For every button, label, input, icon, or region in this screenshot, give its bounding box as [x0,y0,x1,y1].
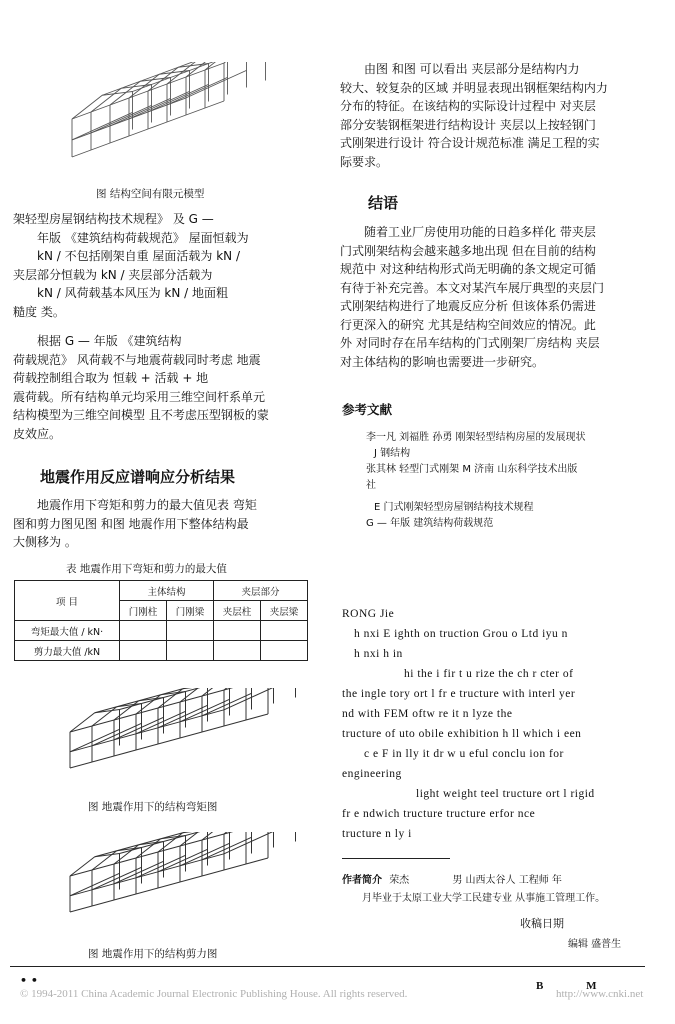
frame-member [164,836,186,842]
frame-member [180,732,202,738]
editor-note: 编辑 盛普生 [568,939,622,950]
paragraph-conclusion [340,223,645,371]
abstract-line: c e F in lly it dr w u eful conclu ion for [364,748,564,760]
received-date: 收稿日期 [520,917,564,930]
english-abstract [342,604,648,844]
frame-member [70,906,92,912]
page-number: • • [20,974,38,987]
frame-member [164,692,186,698]
text-line: 部分安装钢框架进行结构设计 夹层以上按轻钢门 [340,117,596,132]
frame-member [202,726,224,732]
author-name: 荣杰 [389,875,410,886]
frame-member [202,870,224,876]
copyright-notice: © 1994-2011 China Academic Journal Electronic Publishing House. All rights reserved. [20,988,408,1000]
frame-member [139,698,164,701]
abstract-line: h nxi E ighth on truction Grou o Ltd iyu n [354,628,568,640]
text-line: 结构模型为三维空间模型 且不考虑压型钢板的蒙 [13,408,269,422]
text-line: 式刚架进行设计 符合设计规范标准 满足工程的实 [340,136,600,150]
text-line: 年版 《建筑结构荷载规范》 屋面恒载为 [37,230,249,245]
table-subheader: 门刚柱 [120,601,167,621]
author-info: 男 山西太谷人 工程师 年 [452,875,562,886]
frame-member [129,129,148,136]
text-line: 皮效应。 [13,426,62,441]
reference-item: G — 年版 建筑结构荷载规范 [366,518,494,529]
text-line: 根据 G — 年版 《建筑结构 [37,334,182,348]
frame-member [158,882,180,888]
author-info-line2: 月毕业于太原工业大学工民建专业 从事施工管理工作。 [362,893,606,904]
figure-1-caption: 图 结构空间有限元模型 [96,188,205,200]
reference-item: 社 [366,480,376,491]
frame-member [158,738,180,744]
author-label: 作者简介 [342,875,382,886]
frame-member [148,84,209,112]
table-caption: 表 地震作用下弯矩和剪力的最大值 [66,563,227,575]
section-title-conclusion: 结语 [368,194,399,212]
text-line: 糙度 类。 [13,304,65,319]
section-title-seismic-results: 地震作用反应谱响应分析结果 [40,468,236,486]
frame-member [129,91,190,119]
text-line: 地震作用下弯矩和剪力的最大值见表 弯矩 [37,498,257,512]
author-note [342,872,652,908]
abstract-line: the ingle tory ort l fr e tructure with interl yer [342,688,576,700]
table-row [15,641,308,661]
footnote-divider [342,858,450,859]
text-line: 际要求。 [340,154,389,169]
frame-member [224,688,274,710]
reference-item: 张其林 轻型门式刚架 M 济南 山东科学技术出版 [366,464,578,475]
frame-member [110,136,129,143]
frame-member [92,756,114,762]
frame-member [114,894,136,900]
text-line: 随着工业厂房使用功能的日趋多样化 带夹层 [364,225,596,239]
text-line: 荷载控制组合取为 恒载 + 活载 + 地 [13,371,209,385]
text-line: 夹层部分恒载为 kN / 夹层部分活载为 [13,267,213,282]
table-cell [120,621,167,641]
frame-member [95,710,120,713]
frame-member [186,70,247,98]
text-line: 震荷载。所有结构单元均采用三维空间杆系单元 [13,389,266,404]
paragraph-seismic-results [13,496,313,552]
frame-member [120,704,142,710]
frame-member [167,115,186,122]
frame-member [224,62,254,63]
table-seismic-max [14,580,308,661]
frame-member [72,112,91,119]
frame-member [95,854,120,857]
reference-item: 李一凡 刘福胜 孙勇 刚架轻型结构房屋的发展现状 [366,432,586,443]
frame-member [224,688,246,690]
abstract-line: h nxi h in [354,648,403,660]
text-line: 架轻型房屋钢结构技术规程》 及 G — [13,212,214,226]
table-row-label: 弯矩最大值 / kN· [15,621,120,641]
cnki-url[interactable]: http://www.cnki.net [556,988,644,1000]
frame-member [224,832,274,854]
text-line: 式刚架结构进行了地震反应分析 但该体系仍需进 [340,299,596,313]
frame-member [202,693,252,716]
table-cell [214,641,261,661]
page-bottom-rule [10,966,645,967]
text-line: 对主体结构的影响也需要进一步研究。 [340,354,545,369]
frame-member [136,744,158,750]
frame-member [117,848,142,851]
frame-member [180,876,202,882]
abstract-keywords: light weight teel tructure ort l rigid [416,788,595,800]
text-line: 较大、较复杂的区域 并明显表现出钢框架结构内力 [340,80,608,95]
table-subheader: 夹层柱 [214,601,261,621]
text-line: 分布的特征。在该结构的实际设计过程中 对夹层 [340,99,596,113]
frame-member [129,91,148,98]
frame-member [246,714,268,720]
frame-member [110,98,129,105]
frame-member [110,98,171,126]
frame-member [91,143,110,150]
text-line: 行更深入的研究 尤其是结构空间效应的情况。此 [340,317,596,332]
journal-letters: B M [536,980,597,992]
figure-2-caption: 图 地震作用下的结构弯矩图 [88,801,218,813]
table-cell [167,641,214,661]
frame-member [70,762,92,768]
figure-finite-element-model [62,62,272,180]
text-line: kN / 不包括刚架自重 屋面活载为 kN / [37,249,241,263]
text-line: 有待于补充完善。本文对某汽车展厅典型的夹层门 [340,280,605,295]
reference-item: E 门式刚架轻型房屋钢结构技术规程 [374,502,534,513]
figure-moment-diagram [60,688,310,788]
paragraph-load-combination [13,332,313,443]
text-line: 由图 和图 可以看出 夹层部分是结构内力 [364,62,580,76]
frame-member [148,122,167,129]
table-row [15,621,308,641]
abstract-line: nd with FEM oftw re it n lyze the [342,708,513,720]
frame-member [186,108,205,115]
abstract-line: engineering [342,768,402,780]
reference-item: J 钢结构 [374,448,411,459]
frame-member [72,112,133,139]
frame-member [114,750,136,756]
text-line: 外 对同时存在吊车结构的门式刚架厂房结构 夹层 [340,336,600,350]
abstract-keywords: fr e ndwich tructure tructure erfor nce [342,808,536,820]
table-subheader: 门刚梁 [167,601,214,621]
table-header-item: 项 目 [15,581,120,621]
text-line: 图和剪力图见图 和图 地震作用下整体结构最 [13,516,249,531]
text-line: kN / 风荷载基本风压为 kN / 地面粗 [37,286,229,300]
frame-member [72,133,91,140]
references-list [366,430,651,532]
frame-member [136,888,158,894]
text-line: 大侧移为 。 [13,535,77,549]
frame-member [142,842,164,848]
frame-member [205,101,224,108]
table-cell [261,621,308,641]
frame-member [142,698,164,704]
figure-shear-diagram [60,832,310,932]
paragraph-loads [13,210,313,321]
frame-member [139,842,164,845]
text-line: 荷载规范》 风荷载不与地震荷载同时考虑 地震 [13,352,261,367]
paragraph-analysis-discussion [340,60,645,171]
text-line: 规范中 对这种结构形式尚无明确的条文规定可循 [340,262,596,276]
frame-member [117,704,142,707]
table-cell [214,621,261,641]
table-row-label: 剪力最大值 /kN [15,641,120,661]
frame-member [161,692,186,695]
text-line: 门式刚架结构会越来越多地出现 但在目前的结构 [340,243,596,258]
abstract-keywords: tructure n ly i [342,828,412,840]
references-title: 参考文献 [342,402,393,417]
frame-member [167,77,228,105]
frame-member [120,848,142,854]
figure-3-caption: 图 地震作用下的结构剪力图 [88,948,218,960]
abstract-author: RONG Jie [342,608,395,620]
frame-member [161,836,186,839]
table-cell [261,641,308,661]
frame-member [91,105,110,112]
abstract-line: tructure of uto obile exhibition h ll which i een [342,728,582,740]
frame-member [202,837,252,860]
frame-member [224,832,246,834]
abstract-line: hi the i fir t u rize the ch r cter of [404,668,574,680]
frame-member [246,858,268,864]
frame-member [92,900,114,906]
table-subheader: 夹层梁 [261,601,308,621]
frame-member [224,720,246,726]
frame-member [224,864,246,870]
table-header-mezzanine: 夹层部分 [214,581,308,601]
table-header-main: 主体结构 [120,581,214,601]
table-cell [167,621,214,641]
frame-member [91,105,152,132]
table-cell [120,641,167,661]
frame-member [72,150,91,157]
